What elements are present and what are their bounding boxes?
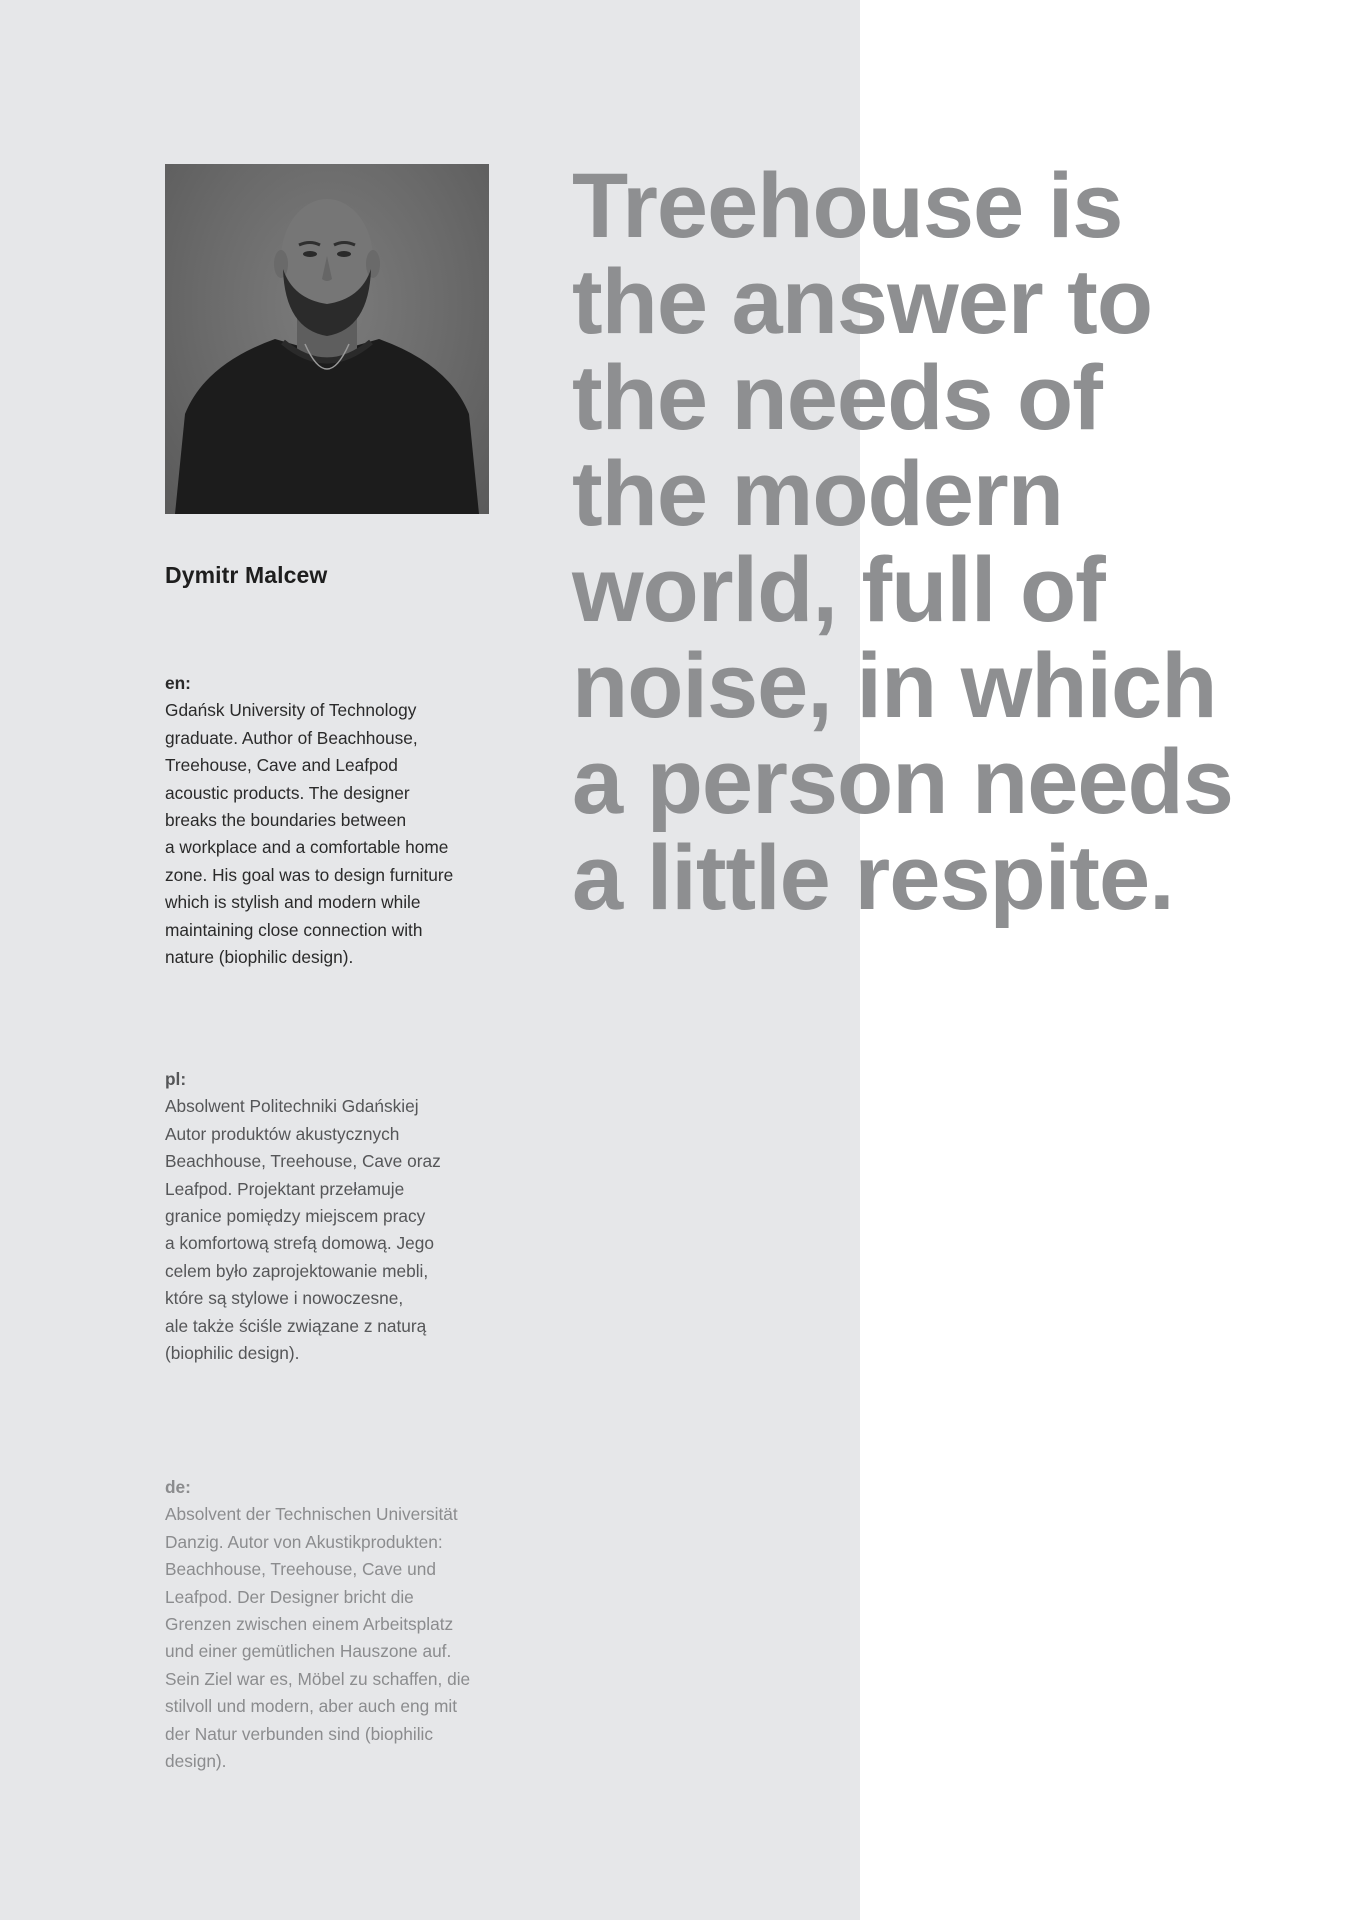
bio-en-line: nature (biophilic design). bbox=[165, 947, 354, 968]
bio-de-line: design). bbox=[165, 1751, 227, 1772]
designer-portrait bbox=[165, 164, 489, 514]
bio-en-line: graduate. Author of Beachhouse, bbox=[165, 727, 418, 748]
ear-left-shape bbox=[274, 250, 288, 278]
ear-right-shape bbox=[366, 250, 380, 278]
quote-line: the modern bbox=[572, 443, 1063, 545]
bio-de-line: Absolvent der Technischen Universität bbox=[165, 1504, 458, 1525]
bio-en-line: Gdańsk University of Technology bbox=[165, 700, 417, 721]
bio-en-label: en: bbox=[165, 673, 191, 693]
bio-en-line: maintaining close connection with bbox=[165, 919, 423, 940]
bio-en-section bbox=[165, 670, 505, 971]
bio-en-line: zone. His goal was to design furniture bbox=[165, 864, 454, 885]
bio-pl-line: Absolwent Politechniki Gdańskiej bbox=[165, 1096, 419, 1117]
bio-pl-text bbox=[165, 1093, 505, 1367]
bio-en-line: a workplace and a comfortable home bbox=[165, 837, 449, 858]
bio-de-label: de: bbox=[165, 1477, 191, 1497]
bio-pl-line: celem było zaprojektowanie mebli, bbox=[165, 1260, 429, 1281]
quote-line: Treehouse is bbox=[572, 155, 1123, 257]
quote-line: world, full of bbox=[572, 539, 1105, 641]
shirt-shape bbox=[175, 339, 479, 514]
bio-pl-line: Autor produktów akustycznych bbox=[165, 1123, 400, 1144]
bio-de-section bbox=[165, 1474, 505, 1775]
bio-de-line: der Natur verbunden sind (biophilic bbox=[165, 1723, 434, 1744]
bio-pl-line: ale także ściśle związane z naturą bbox=[165, 1315, 427, 1336]
bio-de-line: stilvoll und modern, aber auch eng mit bbox=[165, 1696, 458, 1717]
bio-de-line: Grenzen zwischen einem Arbeitsplatz bbox=[165, 1614, 454, 1635]
bio-en-line: which is stylish and modern while bbox=[165, 892, 421, 913]
bio-pl-line: Beachhouse, Treehouse, Cave oraz bbox=[165, 1151, 441, 1172]
bio-pl-line: a komfortową strefą domową. Jego bbox=[165, 1233, 434, 1254]
eye-right-shape bbox=[337, 251, 351, 257]
bio-pl-line: (biophilic design). bbox=[165, 1343, 300, 1364]
bio-de-line: Leafpod. Der Designer bricht die bbox=[165, 1586, 414, 1607]
bio-de-line: Beachhouse, Treehouse, Cave und bbox=[165, 1559, 436, 1580]
pull-quote bbox=[572, 155, 1332, 929]
bio-de-text bbox=[165, 1501, 505, 1775]
bio-de-line: und einer gemütlichen Hauszone auf. bbox=[165, 1641, 452, 1662]
quote-line: the needs of bbox=[572, 347, 1102, 449]
bio-en-line: acoustic products. The designer bbox=[165, 782, 410, 803]
quote-line: a little respite. bbox=[572, 827, 1174, 929]
quote-line: the answer to bbox=[572, 251, 1153, 353]
bio-pl-section bbox=[165, 1066, 505, 1367]
eye-left-shape bbox=[303, 251, 317, 257]
bio-de-line: Sein Ziel war es, Möbel zu schaffen, die bbox=[165, 1668, 471, 1689]
quote-line: noise, in which bbox=[572, 635, 1217, 737]
bio-en-line: Treehouse, Cave and Leafpod bbox=[165, 755, 398, 776]
bio-pl-line: które są stylowe i nowoczesne, bbox=[165, 1288, 404, 1309]
bio-en-text bbox=[165, 697, 505, 971]
bio-en-line: breaks the boundaries between bbox=[165, 810, 407, 831]
bio-de-line: Danzig. Autor von Akustikprodukten: bbox=[165, 1531, 443, 1552]
bio-pl-line: Leafpod. Projektant przełamuje bbox=[165, 1178, 405, 1199]
designer-name: Dymitr Malcew bbox=[165, 562, 328, 588]
quote-line: a person needs bbox=[572, 731, 1233, 833]
bio-pl-label: pl: bbox=[165, 1069, 187, 1089]
portrait-illustration bbox=[165, 164, 489, 514]
bio-pl-line: granice pomiędzy miejscem pracy bbox=[165, 1206, 426, 1227]
